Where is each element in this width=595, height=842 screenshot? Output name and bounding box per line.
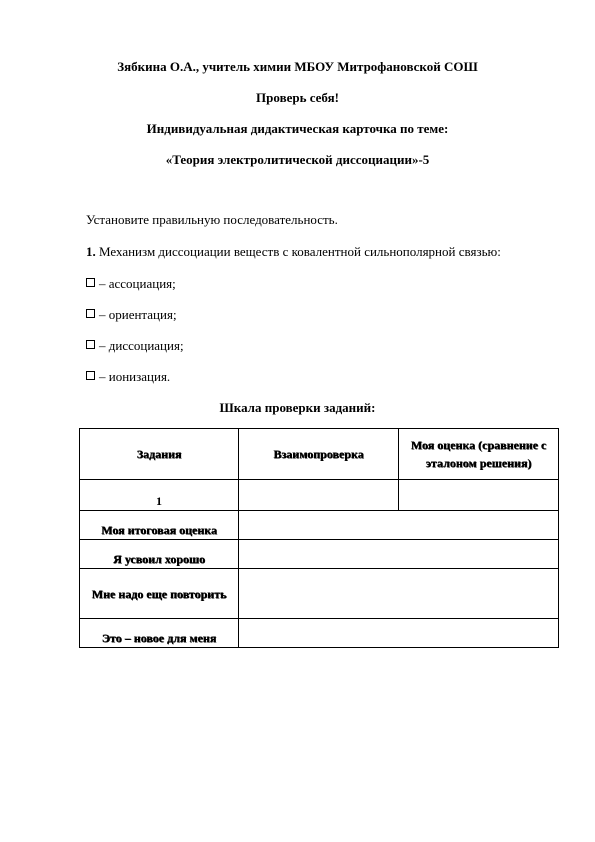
option-label: – ассоциация;: [99, 276, 176, 291]
option-2[interactable]: [86, 307, 177, 323]
self-grade-cell[interactable]: [399, 480, 559, 511]
table-row: [80, 619, 559, 648]
header-tasks: Задания: [80, 429, 239, 480]
author-line: Зябкина О.А., учитель химии МБОУ Митрофановской СОШ: [117, 59, 478, 74]
question-number: 1.: [86, 244, 96, 259]
checkbox-icon[interactable]: [86, 340, 95, 349]
answer-cell[interactable]: [239, 619, 559, 648]
grading-table: [79, 428, 559, 648]
task-number: 1: [80, 480, 239, 511]
card-title: Индивидуальная дидактическая карточка по теме:: [146, 121, 449, 136]
table-header-row: [80, 429, 559, 480]
row-label: Моя итоговая оценка: [80, 511, 239, 540]
answer-cell[interactable]: [239, 511, 559, 540]
answer-cell[interactable]: [239, 540, 559, 569]
check-title: Проверь себя!: [256, 90, 339, 105]
row-label: Это – новое для меня: [80, 619, 239, 648]
question-1: [86, 244, 501, 260]
header-self-grade: Моя оценка (сравнение с эталоном решения): [399, 429, 559, 480]
option-1[interactable]: [86, 276, 176, 292]
question-text: Механизм диссоциации веществ с ковалентной сильнополярной связью:: [95, 244, 501, 259]
table-row: [80, 511, 559, 540]
row-label: Мне надо еще повторить: [80, 569, 239, 619]
topic-title: «Теория электролитической диссоциации»-5: [165, 152, 430, 167]
option-4[interactable]: [86, 369, 170, 385]
table-row: [80, 540, 559, 569]
table-row: [80, 480, 559, 511]
checkbox-icon[interactable]: [86, 371, 95, 380]
option-3[interactable]: [86, 338, 184, 354]
peer-review-cell[interactable]: [239, 480, 399, 511]
answer-cell[interactable]: [239, 569, 559, 619]
option-label: – диссоциация;: [99, 338, 184, 353]
scale-title: Шкала проверки заданий:: [219, 400, 376, 415]
header-peer-review: Взаимопроверка: [239, 429, 399, 480]
option-label: – ионизация.: [99, 369, 171, 384]
table-row: [80, 569, 559, 619]
row-label: Я усвоил хорошо: [80, 540, 239, 569]
option-label: – ориентация;: [99, 307, 177, 322]
instruction-text: Установите правильную последовательность.: [86, 212, 338, 227]
checkbox-icon[interactable]: [86, 309, 95, 318]
checkbox-icon[interactable]: [86, 278, 95, 287]
